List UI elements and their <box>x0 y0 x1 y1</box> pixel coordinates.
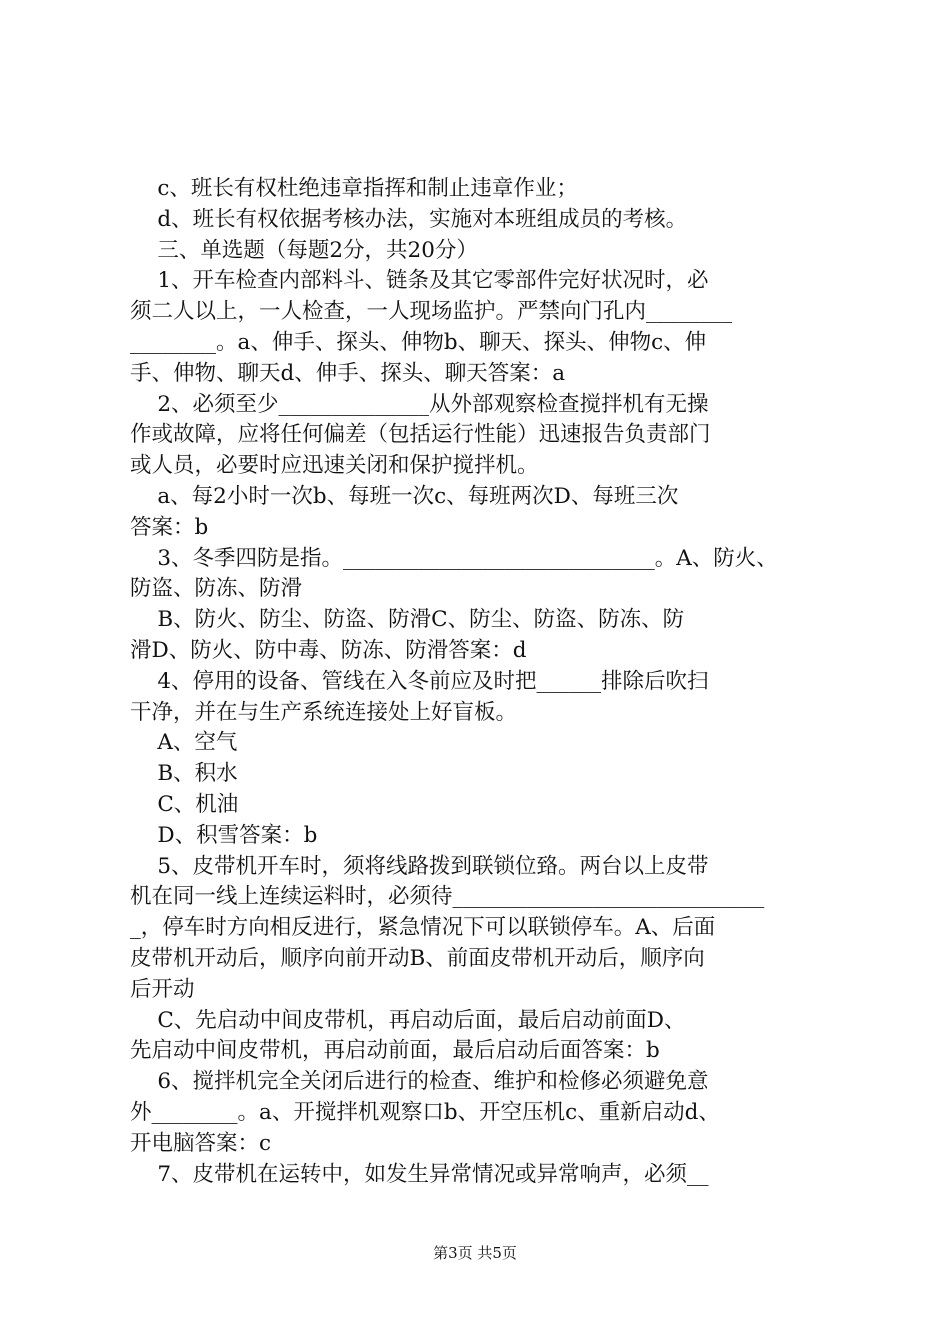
text-line: 答案：b <box>130 514 209 540</box>
page-number-footer: 第3页 共5页 <box>433 1244 517 1262</box>
text-line: 手、伸物、聊天d、伸手、探头、聊天答案：a <box>130 360 566 386</box>
text-line: a、每2小时一次b、每班一次c、每班两次D、每班三次 <box>130 483 679 509</box>
text-line: c、班长有权杜绝违章指挥和制止违章作业； <box>130 176 578 201</box>
text-line: 皮带机开动后，顺序向前开动B、前面皮带机开动后，顺序向 <box>130 945 705 971</box>
text-line: 先启动中间皮带机，再启动前面，最后启动后面答案：b <box>130 1038 660 1064</box>
question-5: 5、皮带机开车时，须将线路拨到联锁位臵。两台以上皮带 <box>130 853 709 879</box>
text-line: 机在同一线上连续运料时，必须待_____________________________ <box>130 884 765 910</box>
text-line: 开电脑答案：c <box>130 1130 272 1156</box>
text-line: d、班长有权依据考核办法，实施对本班组成员的考核。 <box>130 206 688 232</box>
question-4: 4、停用的设备、管线在入冬前应及时把______排除后吹扫 <box>130 668 709 694</box>
question-7: 7、皮带机在运转中，如发生异常情况或异常响声，必须__ <box>130 1161 709 1187</box>
text-line: 后开动 <box>130 976 195 1002</box>
option-line: C、机油 <box>130 791 239 817</box>
text-line: C、先启动中间皮带机，再启动后面，最后启动前面D、 <box>130 1007 686 1033</box>
text-line: 防盗、防冻、防滑 <box>130 576 303 602</box>
option-line: D、积雪答案：b <box>130 822 318 848</box>
text-line: B、防火、防尘、防盗、防滑C、防尘、防盗、防冻、防 <box>130 607 685 633</box>
text-line: 须二人以上，一人检查，一人现场监护。严禁向门孔内________ <box>130 299 733 325</box>
section-heading: 三、单选题（每题2分，共20分） <box>130 237 478 263</box>
text-line: 或人员，必要时应迅速关闭和保护搅拌机。 <box>130 453 539 479</box>
document-body <box>130 174 832 1190</box>
text-line: ________。a、伸手、探头、伸物b、聊天、探头、伸物c、伸 <box>130 329 707 355</box>
text-line: 外________。a、开搅拌机观察口b、开空压机c、重新启动d、 <box>130 1099 720 1125</box>
text-line: 作或故障，应将任何偏差（包括运行性能）迅速报告负责部门 <box>130 422 711 448</box>
option-line: A、空气 <box>130 730 238 756</box>
question-6: 6、搅拌机完全关闭后进行的检查、维护和检修必须避免意 <box>130 1069 709 1095</box>
option-line: B、积水 <box>130 761 238 787</box>
text-line: 滑D、防火、防中毒、防冻、防滑答案：d <box>130 637 527 663</box>
text-line: 干净，并在与生产系统连接处上好盲板。 <box>130 699 518 725</box>
text-line: _，停车时方向相反进行，紧急情况下可以联锁停车。A、后面 <box>130 915 716 941</box>
question-3: 3、冬季四防是指。_____________________________。A、防火、 <box>130 545 778 571</box>
question-1: 1、开车检查内部料斗、链条及其它零部件完好状况时，必 <box>130 268 709 294</box>
question-2: 2、必须至少______________从外部观察检查搅拌机有无操 <box>130 391 709 417</box>
